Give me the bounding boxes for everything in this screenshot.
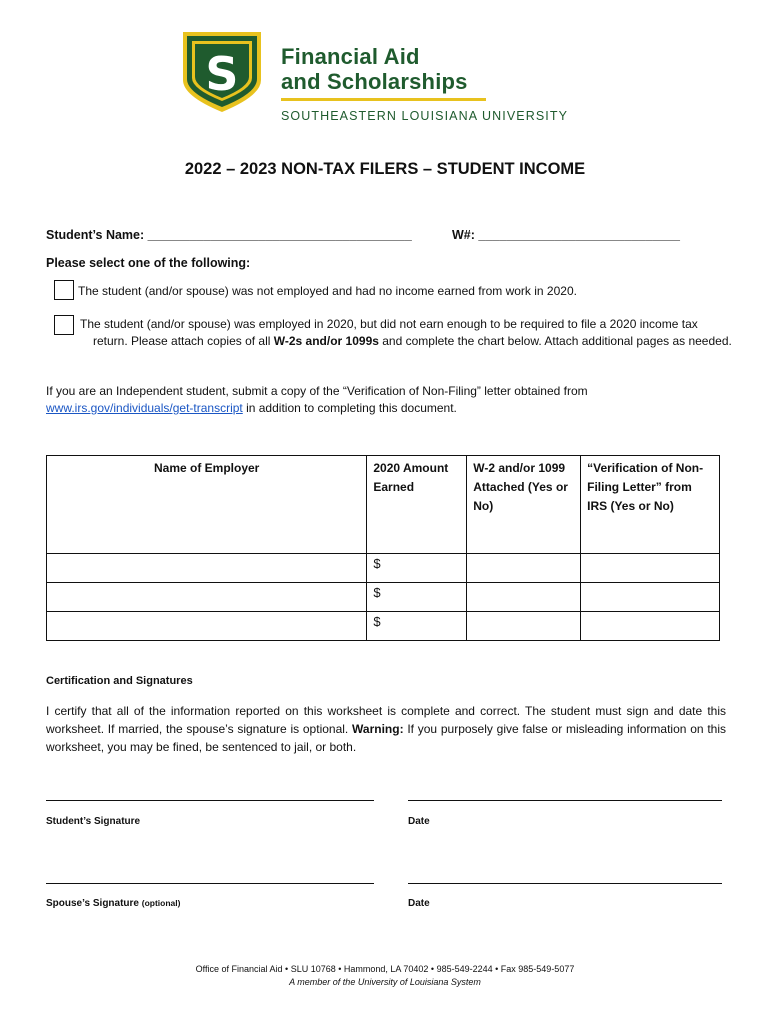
w2-cell[interactable] [467, 554, 581, 583]
option-1-text: The student (and/or spouse) was not employed and had no income earned from work in 2020. [78, 284, 577, 298]
logo-title-line2: and Scholarships [281, 69, 468, 94]
verification-cell[interactable] [581, 583, 720, 612]
certification-text [46, 702, 726, 756]
university-shield-logo [181, 30, 263, 114]
student-signature-line[interactable] [46, 800, 374, 801]
employer-cell[interactable] [47, 583, 367, 612]
wnumber-row [452, 228, 680, 242]
logo-title-line1: Financial Aid [281, 44, 420, 69]
header-amount-earned: 2020 Amount Earned [367, 456, 467, 554]
spouse-signature-line[interactable] [46, 883, 374, 884]
table-header-row [47, 456, 720, 554]
independent-note-line2: in addition to completing this document. [242, 401, 457, 415]
option-2-text-pre: The student (and/or spouse) was employed in 2020, but did not earn enough to be required to file a 2020 income tax return. Please attach copies of all [80, 317, 698, 348]
table-row [47, 612, 720, 641]
option-2-checkbox[interactable] [54, 315, 74, 335]
logo-subtitle: SOUTHEASTERN LOUISIANA UNIVERSITY [281, 109, 569, 123]
spouse-signature-text: Spouse’s Signature [46, 898, 139, 909]
employer-income-table [46, 455, 720, 641]
employer-cell[interactable] [47, 554, 367, 583]
header-w2-attached: W-2 and/or 1099 Attached (Yes or No) [467, 456, 581, 554]
student-name-row [46, 228, 412, 242]
student-date-label: Date [408, 816, 430, 827]
logo-letter: S [205, 47, 239, 101]
footer-contact: Office of Financial Aid • SLU 10768 • Hammond, LA 70402 • 985-549-2244 • Fax 985-549-5077 [195, 964, 575, 974]
header-name-of-employer: Name of Employer [47, 456, 367, 554]
spouse-optional-note: (optional) [141, 898, 181, 908]
spouse-signature-label [46, 898, 180, 909]
certification-heading: Certification and Signatures [46, 675, 193, 687]
select-prompt: Please select one of the following: [46, 256, 251, 270]
wnumber-label: W#: [452, 228, 479, 242]
amount-cell[interactable]: $ [367, 583, 467, 612]
table-row [47, 554, 720, 583]
spouse-date-label: Date [408, 898, 430, 909]
certification-text-pre: I certify that all of the information reported on this worksheet is complete and correct. The student must sign and date this worksheet. If married, the spouse’s signature is optional. [46, 704, 726, 736]
wnumber-field[interactable]: _____________________________ [478, 228, 680, 242]
spouse-date-line[interactable] [408, 883, 722, 884]
amount-cell[interactable]: $ [367, 554, 467, 583]
verification-cell[interactable] [581, 612, 720, 641]
option-2-text-bold: W-2s and/or 1099s [273, 334, 379, 348]
student-date-line[interactable] [408, 800, 722, 801]
student-signature-label: Student’s Signature [46, 816, 141, 827]
employer-cell[interactable] [47, 612, 367, 641]
header-verification-letter: “Verification of Non-Filing Letter” from IRS (Yes or No) [581, 456, 720, 554]
amount-cell[interactable]: $ [367, 612, 467, 641]
w2-cell[interactable] [467, 612, 581, 641]
page-title: 2022 – 2023 NON-TAX FILERS – STUDENT INCOME [184, 160, 586, 178]
student-name-label: Student’s Name: [46, 228, 148, 242]
option-1-checkbox[interactable] [54, 280, 74, 300]
warning-label: Warning: [352, 722, 404, 736]
independent-note-line1: If you are an Independent student, submit a copy of the “Verification of Non-Filing” letter obtained from [46, 384, 588, 398]
logo-title [281, 44, 468, 94]
certification-text-post: If you purposely give false or misleading information on this worksheet, you may be fined, be sentenced to jail, or both. [46, 722, 726, 754]
footer-system-note: A member of the University of Louisiana System [289, 977, 481, 987]
student-name-field[interactable]: ______________________________________ [147, 228, 412, 242]
option-2-text [80, 316, 733, 350]
verification-cell[interactable] [581, 554, 720, 583]
irs-transcript-link[interactable]: www.irs.gov/individuals/get-transcript [46, 401, 243, 415]
table-row [47, 583, 720, 612]
option-2-text-post: and complete the chart below. Attach additional pages as needed. [378, 334, 732, 348]
independent-student-note [46, 383, 726, 417]
logo-gold-rule [281, 98, 486, 101]
w2-cell[interactable] [467, 583, 581, 612]
